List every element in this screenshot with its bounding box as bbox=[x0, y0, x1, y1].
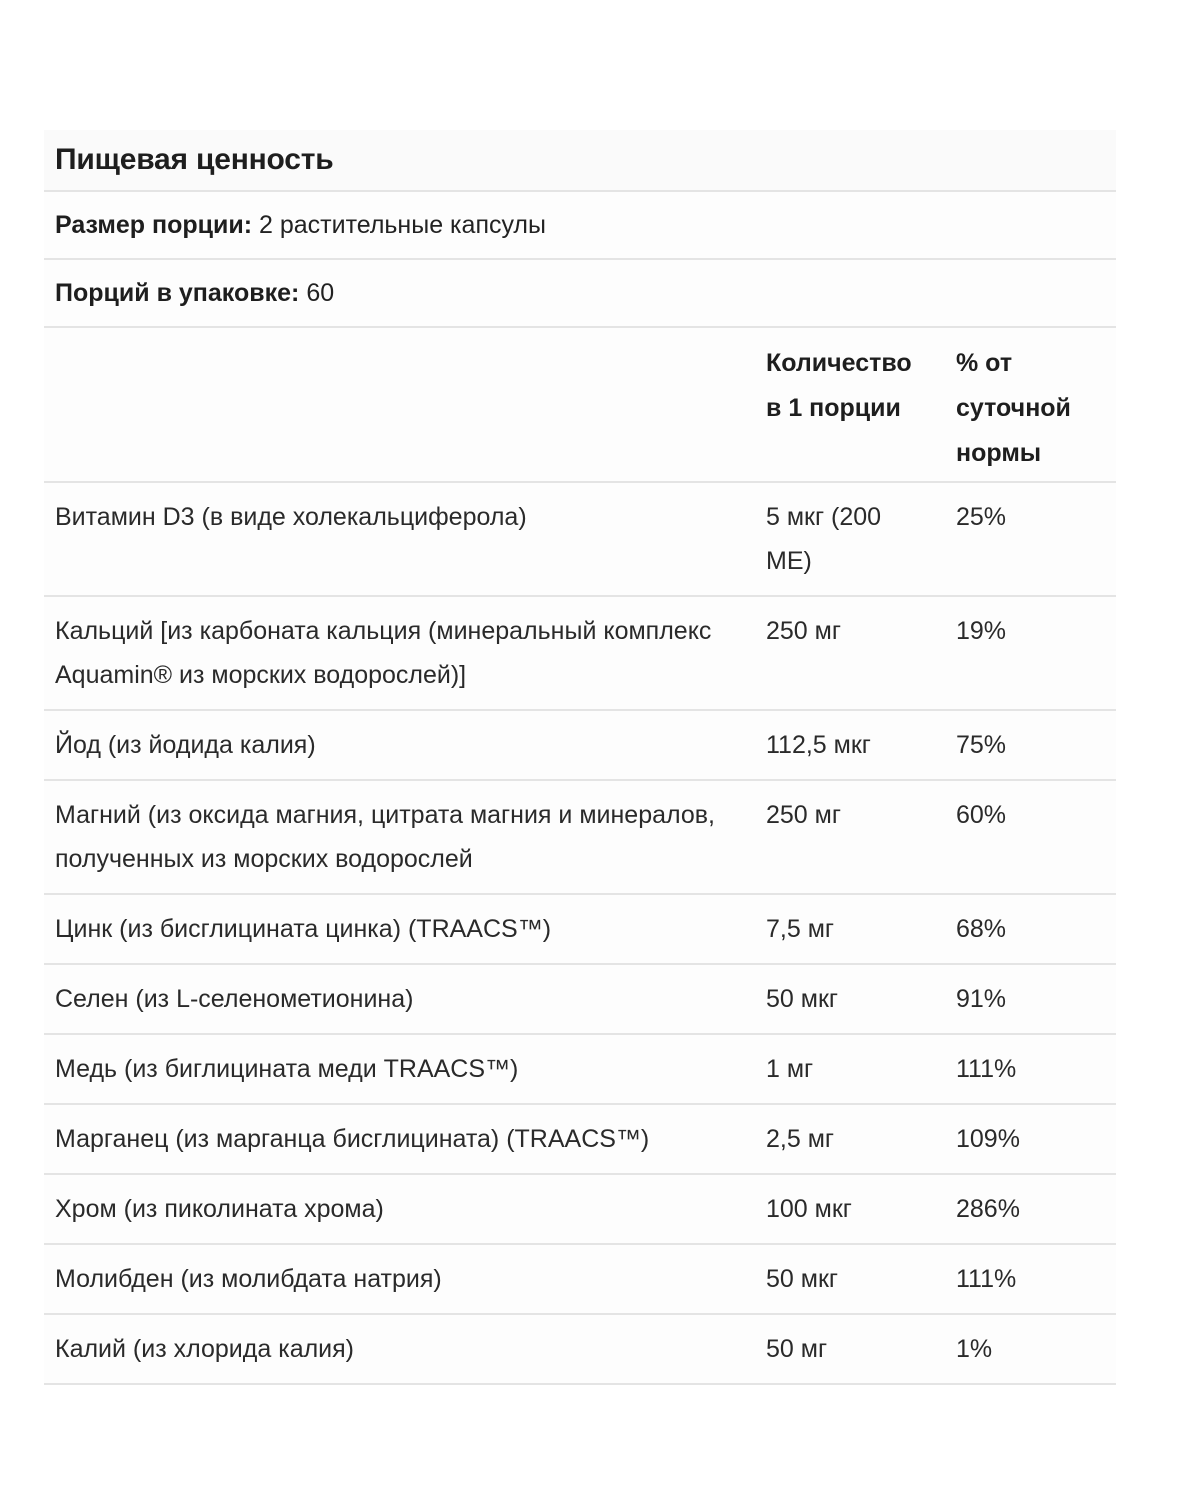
table-row bbox=[44, 1315, 1116, 1385]
nutrient-daily-value: 25% bbox=[956, 503, 1007, 531]
nutrient-name: Медь (из биглицината меди TRAACS™) bbox=[55, 1055, 519, 1083]
nutrient-amount: 2,5 мг bbox=[766, 1125, 835, 1153]
table-row bbox=[44, 597, 1116, 711]
nutrient-name: Молибден (из молибдата натрия) bbox=[55, 1265, 442, 1293]
table-row bbox=[44, 483, 1116, 597]
daily-value-column-header: % от суточной нормы bbox=[956, 349, 1071, 467]
nutrient-daily-value: 111% bbox=[956, 1265, 1017, 1293]
servings-per-container-value: 60 bbox=[306, 278, 335, 307]
nutrient-name: Хром (из пиколината хрома) bbox=[55, 1195, 384, 1223]
nutrient-name: Кальций [из карбоната кальция (минеральный комплекс Aquamin® из морских водорослей)] bbox=[55, 617, 712, 689]
title-row bbox=[44, 130, 1116, 192]
column-header-row bbox=[44, 328, 1116, 483]
serving-size-label: Размер порции: bbox=[55, 210, 253, 239]
nutrient-daily-value: 19% bbox=[956, 617, 1007, 645]
nutrient-name: Калий (из хлорида калия) bbox=[55, 1335, 355, 1363]
table-row bbox=[44, 781, 1116, 895]
nutrient-daily-value: 60% bbox=[956, 801, 1007, 829]
nutrient-name: Витамин D3 (в виде холекальциферола) bbox=[55, 503, 527, 531]
serving-size-row bbox=[44, 192, 1116, 260]
nutrient-daily-value: 1% bbox=[956, 1335, 993, 1363]
nutrient-name: Цинк (из бисглицината цинка) (TRAACS™) bbox=[55, 915, 552, 943]
nutrient-amount: 250 мг bbox=[766, 801, 841, 829]
table-row bbox=[44, 1105, 1116, 1175]
nutrient-amount: 112,5 мкг bbox=[766, 731, 871, 759]
nutrient-daily-value: 68% bbox=[956, 915, 1007, 943]
nutrient-amount: 5 мкг (200 МЕ) bbox=[766, 503, 882, 575]
nutrient-name: Йод (из йодида калия) bbox=[55, 731, 316, 759]
nutrient-daily-value: 286% bbox=[956, 1195, 1020, 1223]
table-row bbox=[44, 1175, 1116, 1245]
table-row bbox=[44, 1245, 1116, 1315]
nutrition-facts-table bbox=[44, 130, 1116, 1385]
nutrient-amount: 1 мг bbox=[766, 1055, 814, 1083]
nutrient-amount: 100 мкг bbox=[766, 1195, 852, 1223]
nutrient-amount: 50 мкг bbox=[766, 985, 838, 1013]
nutrient-amount: 7,5 мг bbox=[766, 915, 835, 943]
servings-per-container-label: Порций в упаковке: bbox=[55, 278, 300, 307]
amount-column-header: Количество в 1 порции bbox=[766, 349, 912, 422]
nutrient-name: Марганец (из марганца бисглицината) (TRAACS™) bbox=[55, 1125, 650, 1153]
nutrient-amount: 50 мг bbox=[766, 1335, 828, 1363]
nutrient-column-header bbox=[44, 341, 766, 481]
nutrient-amount: 50 мкг bbox=[766, 1265, 838, 1293]
nutrient-amount: 250 мг bbox=[766, 617, 841, 645]
table-row bbox=[44, 895, 1116, 965]
nutrient-daily-value: 109% bbox=[956, 1125, 1020, 1153]
table-row bbox=[44, 1035, 1116, 1105]
servings-per-container-row bbox=[44, 260, 1116, 328]
table-row bbox=[44, 711, 1116, 781]
nutrient-name: Селен (из L-селенометионина) bbox=[55, 985, 414, 1013]
nutrient-rows bbox=[44, 483, 1116, 1385]
table-row bbox=[44, 965, 1116, 1035]
nutrient-daily-value: 111% bbox=[956, 1055, 1017, 1083]
nutrient-daily-value: 91% bbox=[956, 985, 1007, 1013]
table-title: Пищевая ценность bbox=[55, 143, 334, 176]
serving-size-value: 2 растительные капсулы bbox=[259, 210, 546, 239]
nutrient-name: Магний (из оксида магния, цитрата магния и минералов, полученных из морских водорослей bbox=[55, 801, 715, 873]
nutrient-daily-value: 75% bbox=[956, 731, 1007, 759]
